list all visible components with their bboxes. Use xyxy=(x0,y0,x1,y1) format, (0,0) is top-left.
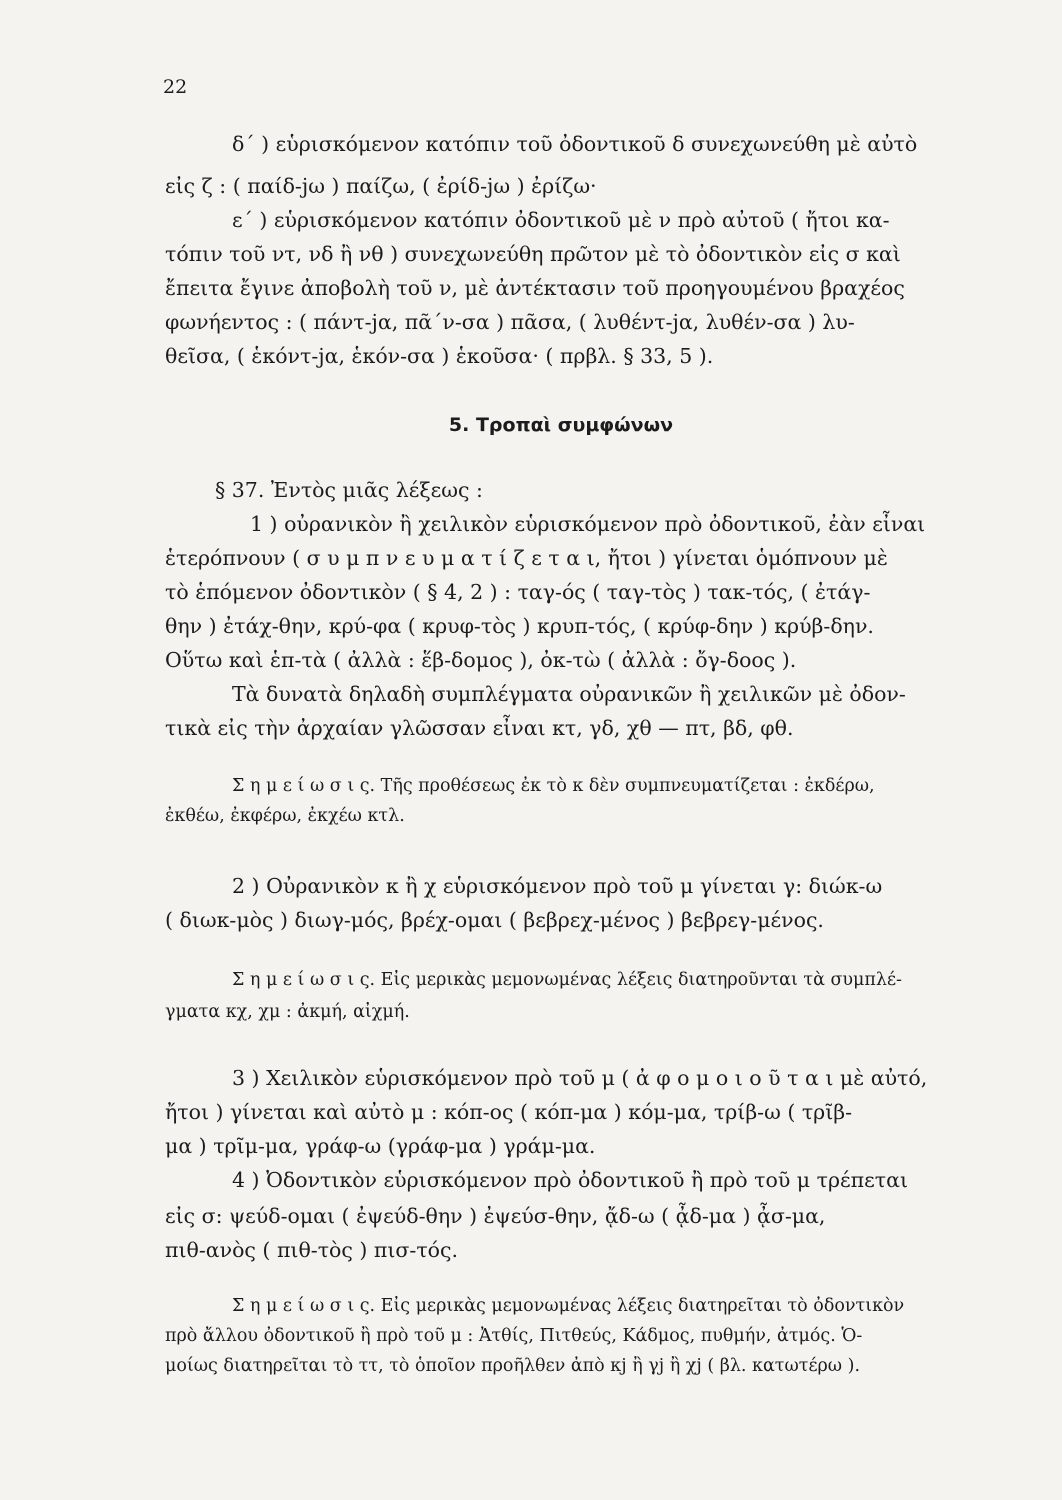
text-line-20: μα ) τρῖμ-μα, γράφ-ω (γράφ-μα ) γράμ-μα. xyxy=(165,1134,596,1158)
note-line-6: πρὸ ἄλλου ὀδοντικοῦ ἢ πρὸ τοῦ μ : Ἀτθίς, Πιτθεύς, Κάδμος, πυθμήν, ἀτμός. Ὁ- xyxy=(165,1326,863,1346)
text-line-3: ε΄ ) εὑρισκόμενον κατόπιν ὀδοντικοῦ μὲ ν πρὸ αὐτοῦ ( ἤτοι κα- xyxy=(232,208,890,232)
text-line-8: § 37. Ἐντὸς μιᾶς λέξεως : xyxy=(215,478,483,502)
text-line-1: δ΄ ) εὑρισκόμενον κατόπιν τοῦ ὀδοντικοῦ δ συνεχωνεύθη μὲ αὐτὸ xyxy=(232,132,918,156)
note-line-1: Σ η μ ε ί ω σ ι ς. Τῆς προθέσεως ἐκ τὸ κ δὲν συμπνευματίζεται : ἐκδέρω, xyxy=(232,776,875,796)
note-line-3: Σ η μ ε ί ω σ ι ς. Εἰς μερικὰς μεμονωμένας λέξεις διατηροῦνται τὰ συμπλέ- xyxy=(232,970,902,990)
text-line-11: τὸ ἑπόμενον ὀδοντικὸν ( § 4, 2 ) : ταγ-ός ( ταγ-τὸς ) τακ-τός, ( ἐτάγ- xyxy=(165,580,871,604)
text-line-7: θεῖσα, ( ἑκόντ-jα, ἑκόν-σα ) ἑκοῦσα· ( πρβλ. § 33, 5 ). xyxy=(165,344,714,368)
note-line-7: μοίως διατηρεῖται τὸ ττ, τὸ ὁποῖον προῆλθεν ἀπὸ κj ἢ γj ἢ χj ( βλ. κατωτέρω ). xyxy=(165,1356,861,1376)
text-line-15: τικὰ εἰς τὴν ἀρχαίαν γλῶσσαν εἶναι κτ, γδ, χθ — πτ, βδ, φθ. xyxy=(165,716,794,740)
text-line-14: Τὰ δυνατὰ δηλαδὴ συμπλέγματα οὐρανικῶν ἢ χειλικῶν μὲ ὀδον- xyxy=(232,682,906,706)
text-line-12: θην ) ἐτάχ-θην, κρύ-φα ( κρυφ-τὸς ) κρυπ-τός, ( κρύφ-δην ) κρύβ-δην. xyxy=(165,614,874,638)
text-line-4: τόπιν τοῦ ντ, νδ ἢ νθ ) συνεχωνεύθη πρῶτον μὲ τὸ ὀδοντικὸν εἰς σ καὶ xyxy=(165,242,901,266)
text-line-5: ἔπειτα ἔγινε ἀποβολὴ τοῦ ν, μὲ ἀντέκτασιν τοῦ προηγουμένου βραχέος xyxy=(165,276,905,300)
page-number: 22 xyxy=(163,76,188,98)
note-line-2: ἐκθέω, ἐκφέρω, ἐκχέω κτλ. xyxy=(165,806,405,826)
note-line-4: γματα κχ, χμ : ἀκμή, αἰχμή. xyxy=(165,1002,410,1022)
text-line-2: εἰς ζ : ( παίδ-jω ) παίζω, ( ἐρίδ-jω ) ἐρίζω· xyxy=(165,174,597,198)
text-line-18: 3 ) Χειλικὸν εὑρισκόμενον πρὸ τοῦ μ ( ἀ φ ο μ ο ι ο ῦ τ α ι μὲ αὐτό, xyxy=(232,1066,928,1090)
note-line-5: Σ η μ ε ί ω σ ι ς. Εἰς μερικὰς μεμονωμένας λέξεις διατηρεῖται τὸ ὀδοντικὸν xyxy=(232,1296,905,1316)
text-line-13: Οὕτω καὶ ἑπ-τὰ ( ἀλλὰ : ἕβ-δομος ), ὀκ-τὼ ( ἀλλὰ : ὄγ-δοος ). xyxy=(165,648,797,672)
text-line-19: ἤτοι ) γίνεται καὶ αὐτὸ μ : κόπ-ος ( κόπ-μα ) κόμ-μα, τρίβ-ω ( τρῖβ- xyxy=(165,1100,853,1124)
text-line-6: φωνήεντος : ( πάντ-jα, πᾶ΄ν-σα ) πᾶσα, ( λυθέντ-jα, λυθέν-σα ) λυ- xyxy=(165,310,855,334)
text-line-10: ἑτερόπνουν ( σ υ μ π ν ε υ μ α τ ί ζ ε τ α ι, ἤτοι ) γίνεται ὁμόπνουν μὲ xyxy=(165,546,888,570)
text-line-23: πιθ-ανὸς ( πιθ-τὸς ) πισ-τός. xyxy=(165,1238,459,1262)
text-line-17: ( διωκ-μὸς ) διωγ-μός, βρέχ-ομαι ( βεβρεχ-μένος ) βεβρεγ-μένος. xyxy=(165,908,824,932)
section-heading: 5. Τροπαὶ συμφώνων xyxy=(448,414,674,436)
text-line-22: εἰς σ: ψεύδ-ομαι ( ἐψεύδ-θην ) ἐψεύσ-θην, ᾄδ-ω ( ᾆδ-μα ) ᾆσ-μα, xyxy=(165,1204,826,1228)
text-line-9: 1 ) οὐρανικὸν ἢ χειλικὸν εὑρισκόμενον πρὸ ὀδοντικοῦ, ἐὰν εἶναι xyxy=(250,512,926,536)
text-line-16: 2 ) Οὐρανικὸν κ ἢ χ εὑρισκόμενον πρὸ τοῦ μ γίνεται γ: διώκ-ω xyxy=(232,874,883,898)
text-line-21: 4 ) Ὀδοντικὸν εὑρισκόμενον πρὸ ὀδοντικοῦ ἢ πρὸ τοῦ μ τρέπεται xyxy=(232,1168,908,1192)
